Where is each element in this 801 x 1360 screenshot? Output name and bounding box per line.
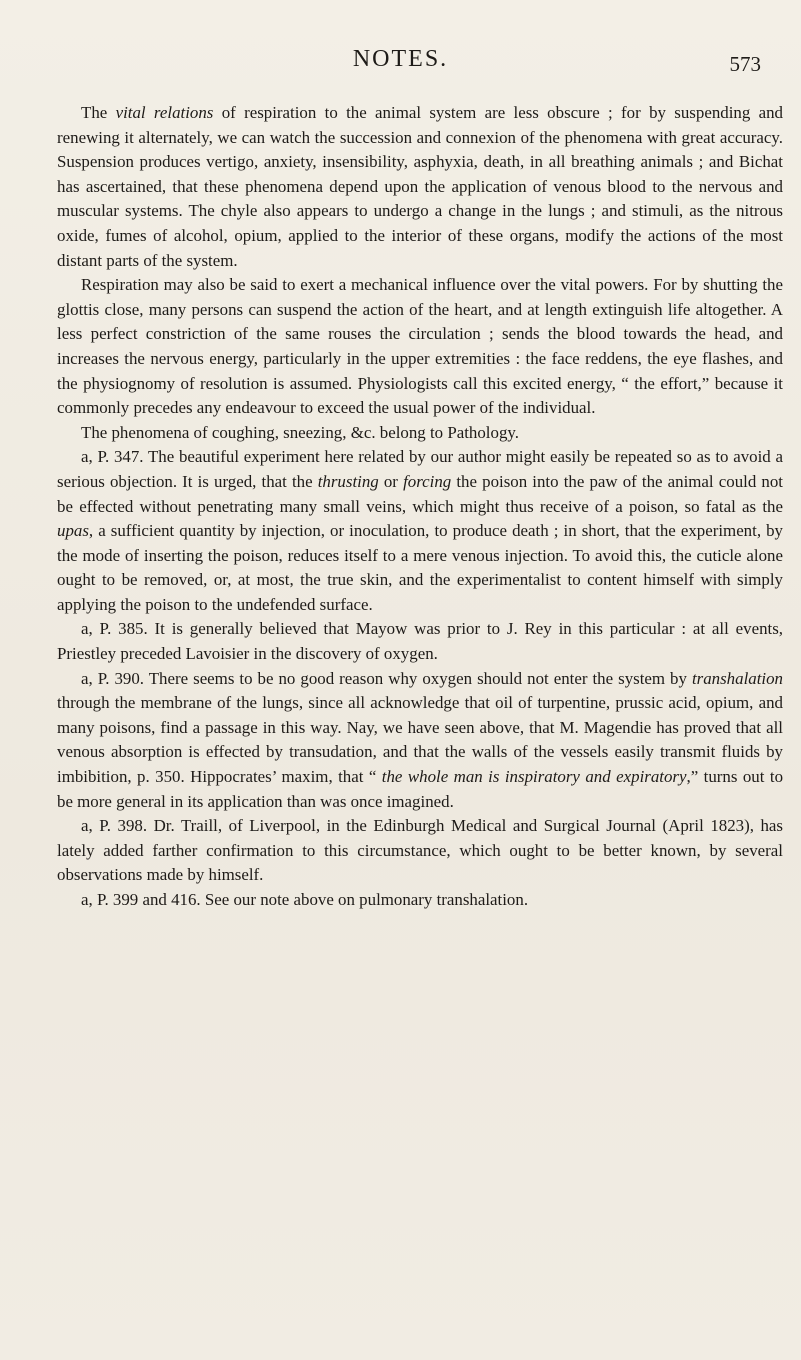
note-paragraph [57,445,783,617]
text-run: the poison into the paw of the animal could not be effected without penetrating many small veins, which might thus receive of a poison, so fatal as the [57,471,783,516]
italic-text: transhalation [691,668,783,688]
text-run: a, P. 390. There seems to be no good reason why oxygen should not enter the system by [81,668,692,688]
italic-text: forcing [403,471,452,491]
text-run: through the membrane of the lungs, since all acknowledge that oil of turpentine, prussic acid, opium, and many poisons, find a passage in this way. Nay, we have seen above, that M. Magendie has proved that all venous absorption is effected by transudation, and that the walls of the vessels easily transmit fluids by imbibition, p. 350. Hippocrates’ maxim, that “ [57,693,783,787]
note-paragraph [57,101,783,273]
note-paragraph [57,421,783,446]
italic-text: upas [57,521,89,541]
text-run: a, P. 398. Dr. Traill, of Liverpool, in the Edinburgh Medical and Surgical Journal (April 1823), has lately added farther confirmation to this circumstance, which ought to be better known, by several observations made by himself. [57,816,783,885]
text-run: The phenomena of coughing, sneezing, &c. belong to Pathology. [81,422,519,442]
text-run: a, P. 347. The beautiful experiment here related by our author might easily be repeated so as to avoid a serious objection. It is urged, that the [57,447,783,491]
italic-text: the whole man is inspiratory and expiratory [381,767,687,787]
page-header [0,46,801,82]
text-run: , a sufficient quantity by injection, or inoculation, to produce death ; in short, that the experiment, by the mode of inserting the poison, reduces itself to a mere venous injection. To avoid this, the cuticle alone ought to be removed, or, at most, the true skin, and the experimentalist to content himself with simply applying the poison to the undefended surface. [57,521,783,614]
note-paragraph [57,617,783,666]
notes-body [57,101,783,913]
text-run: of respiration to the animal system are less obscure ; for by suspending and renewing it alternately, we can watch the succession and connexion of the phenomena with great accuracy. Suspension produces vertigo, anxiety, insensibility, asphyxia, death, in all breathing animals ; and Bichat has ascertained, that these phenomena depend upon the application of venous blood to the nervous and muscular systems. The chyle also appears to undergo a change in the lungs ; and stimuli, as the nitrous oxide, fumes of alcohol, opium, applied to the interior of these organs, modify the actions of the most distant parts of the system. [57,103,783,270]
text-run: Respiration may also be said to exert a mechanical influence over the vital powers. For by shutting the glottis close, many persons can suspend the action of the heart, and at length extinguish life altogether. A less perfect constriction of the same rouses the circulation ; sends the blood towards the head, and increases the nervous energy, particularly in the upper extremities : the face reddens, the eye flashes, and the physiognomy of resolution is assumed. Physiologists call this excited energy, “ the effort,” because it commonly precedes any endeavour to exceed the usual power of the individual. [57,275,783,418]
page-number: 573 [729,52,761,76]
note-paragraph [57,814,783,888]
note-paragraph [57,273,783,421]
note-paragraph [57,888,783,913]
running-title: NOTES. [352,46,449,72]
text-run: The [81,103,116,122]
text-run: a, P. 385. It is generally believed that Mayow was prior to J. Rey in this particular : at all events, Priestley preceded Lavoisier in the discovery of oxygen. [57,619,783,664]
text-run: a, P. 399 and 416. See our note above on pulmonary transhalation. [81,890,529,909]
italic-text: vital relations [115,103,214,122]
italic-text: thrusting [317,471,379,491]
note-paragraph [57,667,783,815]
text-run: or [378,471,404,491]
text-run: ,” turns out to be more general in its application than was once imagined. [57,767,784,811]
